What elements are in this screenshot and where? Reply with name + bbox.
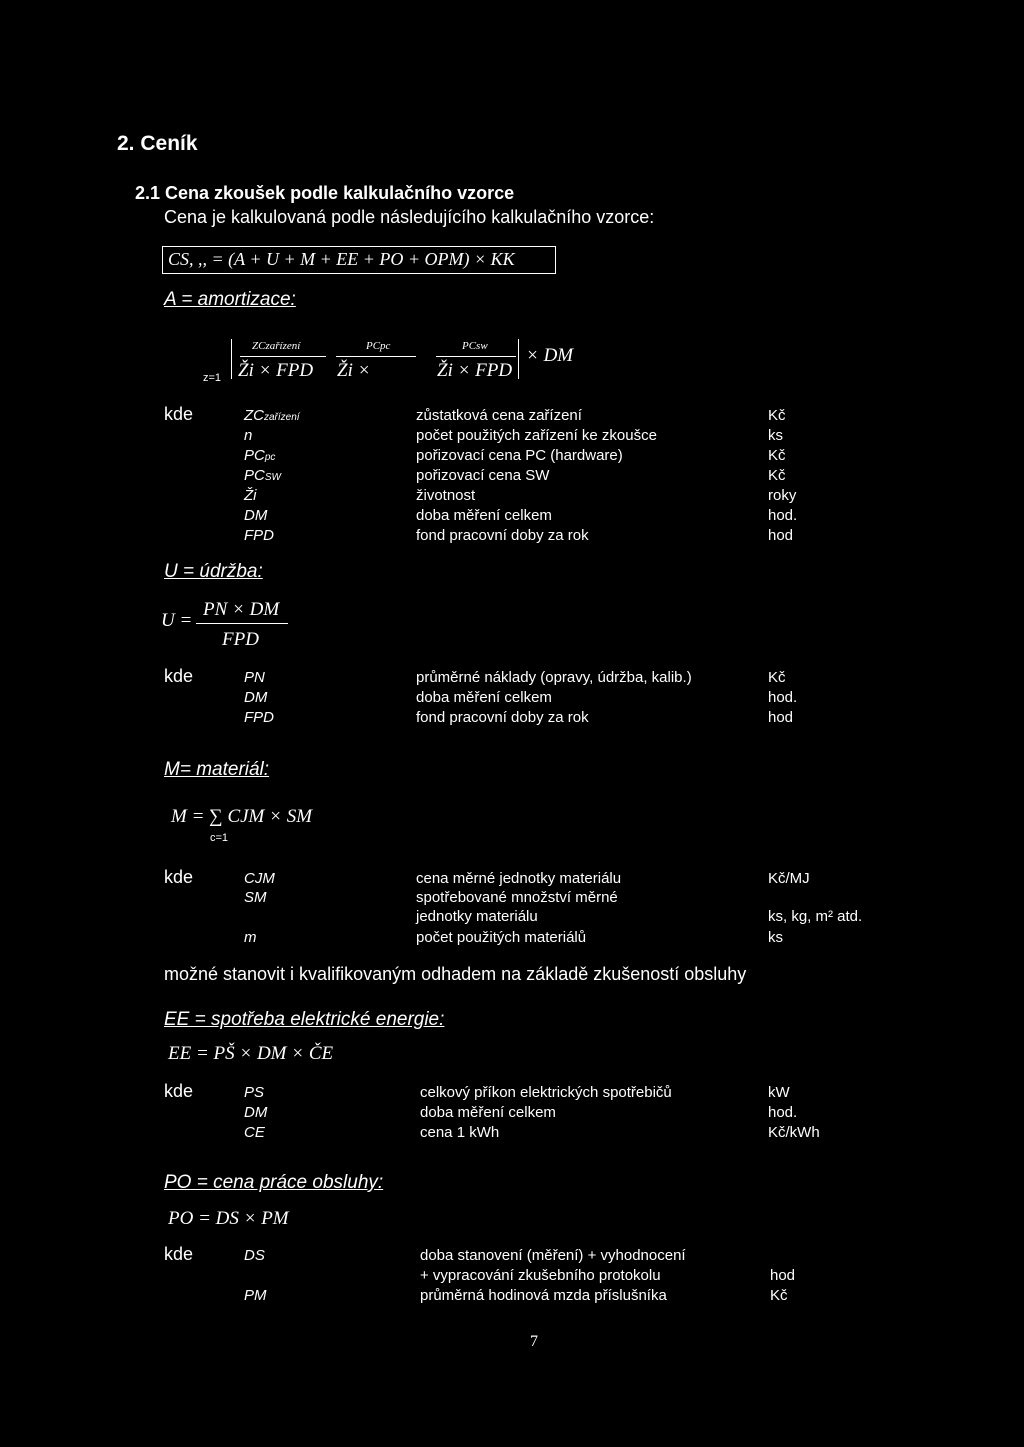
legend-description: doba stanovení (měření) + vyhodnocení [420, 1247, 686, 1264]
material-label: M= materiál: [164, 759, 270, 780]
legend-unit: ks, kg, m² atd. [768, 908, 863, 925]
legend-description: průměrná hodinová mzda příslušníka [420, 1287, 667, 1304]
legend-description: cena 1 kWh [420, 1124, 500, 1141]
legend-symbol: PCpc [244, 447, 276, 464]
legend-description: fond pracovní doby za rok [416, 527, 589, 544]
legend-unit: hod. [768, 689, 798, 706]
kde-label: kde [164, 404, 194, 424]
kde-label: kde [164, 666, 194, 686]
legend-symbol: CJM [244, 870, 275, 887]
legend-unit: Kč [768, 447, 786, 464]
legend-unit: ks [768, 427, 783, 444]
legend-description: cena měrné jednotky materiálu [416, 870, 622, 887]
legend-description: doba měření celkem [420, 1104, 556, 1121]
legend-unit: Kč/MJ [768, 870, 810, 887]
labor-formula: PO = DS × PM [168, 1208, 289, 1229]
legend-description: pořizovací cena PC (hardware) [416, 447, 623, 464]
legend-description-cont: + vypracování zkušebního protokolu [420, 1267, 661, 1284]
material-note: možné stanovit i kvalifikovaným odhadem na základě zkušeností obsluhy [164, 964, 747, 984]
legend-description: doba měření celkem [416, 507, 552, 524]
legend-description: zůstatková cena zařízení [416, 407, 582, 424]
material-formula-index: c=1 [210, 832, 229, 844]
legend-unit: hod [768, 709, 794, 726]
section-title: 2. Ceník [117, 132, 198, 155]
kde-label: kde [164, 1244, 194, 1264]
legend-symbol: SM [244, 889, 267, 906]
maintenance-label: U = údržba: [164, 561, 263, 582]
legend-description: pořizovací cena SW [416, 467, 550, 484]
labor-label: PO = cena práce obsluhy: [164, 1172, 384, 1193]
legend-description: počet použitých materiálů [416, 929, 587, 946]
legend-symbol: ZCzařízení [244, 407, 300, 424]
legend-description: počet použitých zařízení ke zkoušce [416, 427, 657, 444]
legend-unit: ks [768, 929, 783, 946]
legend-symbol: PM [244, 1287, 267, 1304]
legend-unit: Kč [768, 467, 786, 484]
legend-symbol: CE [244, 1124, 265, 1141]
legend-symbol: DM [244, 507, 268, 524]
legend-unit: hod. [768, 507, 798, 524]
main-formula: CS, ,, = (A + U + M + EE + PO + OPM) × KK [168, 249, 515, 269]
legend-unit: hod. [768, 1104, 798, 1121]
legend-unit: roky [768, 487, 797, 504]
legend-unit: Kč [768, 407, 786, 424]
legend-symbol: DM [244, 689, 268, 706]
legend-description: průměrné náklady (opravy, údržba, kalib.) [416, 669, 692, 686]
amortization-label: A = amortizace: [164, 289, 296, 310]
legend-symbol: DM [244, 1104, 268, 1121]
legend-description: fond pracovní doby za rok [416, 709, 589, 726]
legend-unit: Kč [768, 669, 786, 686]
legend-description: celkový příkon elektrických spotřebičů [420, 1084, 672, 1101]
legend-symbol: Ži [244, 487, 257, 504]
legend-symbol: FPD [244, 709, 274, 726]
legend-description-cont: jednotky materiálu [416, 908, 538, 925]
kde-label: kde [164, 867, 194, 887]
legend-unit: Kč [770, 1287, 788, 1304]
legend-unit: hod [768, 527, 794, 544]
legend-unit: hod [770, 1267, 796, 1284]
legend-symbol: FPD [244, 527, 274, 544]
legend-symbol: PS [244, 1084, 265, 1101]
legend-symbol: n [244, 427, 253, 444]
legend-symbol: m [244, 929, 257, 946]
subsection-title: 2.1 Cena zkoušek podle kalkulačního vzorce [135, 183, 515, 203]
legend-unit: Kč/kWh [768, 1124, 820, 1141]
legend-symbol: PN [244, 669, 265, 686]
legend-description: životnost [416, 487, 476, 504]
legend-description: doba měření celkem [416, 689, 552, 706]
kde-label: kde [164, 1081, 194, 1101]
legend-unit: kW [768, 1084, 790, 1101]
legend-description: spotřebované množství měrné [416, 889, 618, 906]
legend-symbol: PCSW [244, 467, 281, 484]
electricity-formula: EE = PŠ × DM × ČE [168, 1043, 334, 1064]
intro-text: Cena je kalkulovaná podle následujícího kalkulačního vzorce: [164, 207, 655, 227]
legend-symbol: DS [244, 1247, 265, 1264]
electricity-label: EE = spotřeba elektrické energie: [164, 1009, 445, 1030]
material-formula: M = ∑ CJM × SM [171, 806, 313, 827]
page-number: 7 [530, 1333, 538, 1350]
